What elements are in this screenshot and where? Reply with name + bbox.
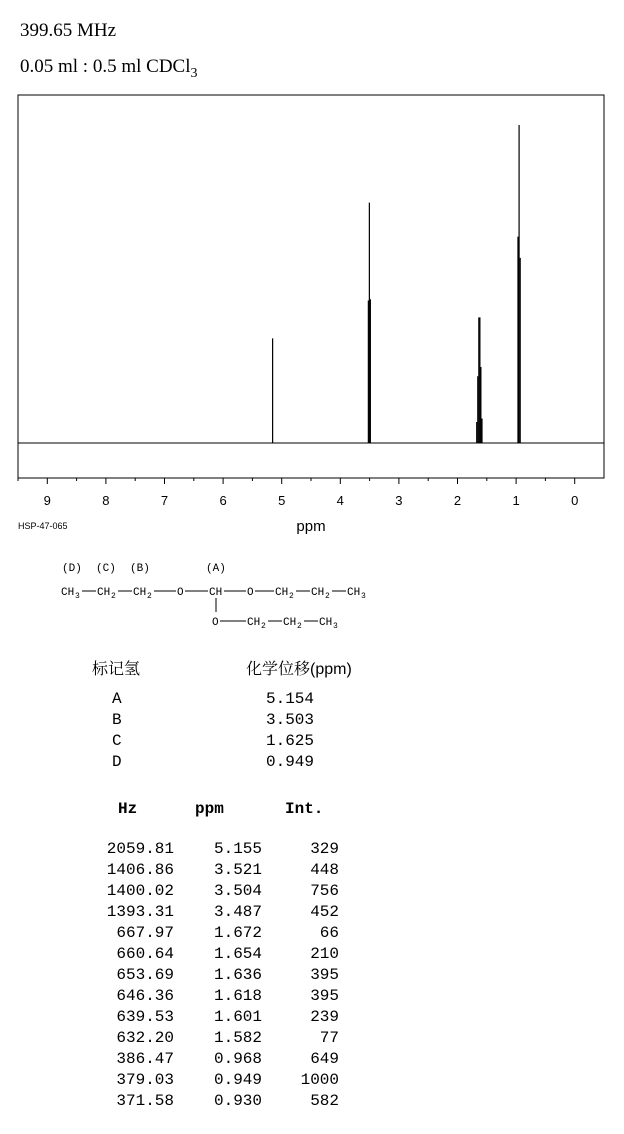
ch2-right-2: CH [311,587,325,599]
x-tick-label: 3 [395,493,403,508]
table-row [0,987,400,1008]
intensity-cell: 1000 [300,1071,339,1089]
assignment-header-shift: 化学位移(ppm) [246,661,352,678]
intensity-cell: 649 [310,1050,339,1068]
ppm-cell: 1.654 [213,945,262,963]
assignment-label: C [112,732,122,750]
hz-cell: 386.47 [116,1050,174,1068]
table-row [0,1050,400,1071]
ch-a: CH [209,587,223,599]
hz-cell: 1400.02 [106,882,174,900]
assignment-label: B [112,711,122,729]
ch2-lower-1-sub: 2 [261,622,266,631]
hz-cell: 660.64 [116,945,174,963]
intensity-cell: 448 [310,861,339,879]
chemical-structure [58,560,388,634]
peak-table-header-ppm: ppm [195,800,224,818]
plot-frame [18,95,604,478]
ch2-b: CH [133,587,147,599]
ppm-cell: 1.601 [213,1008,262,1026]
ch3-right-sub: 3 [361,592,366,601]
ppm-cell: 5.155 [213,840,262,858]
intensity-cell: 395 [310,966,339,984]
assignment-header-label: 标记氢 [92,661,141,678]
intensity-cell: 239 [310,1008,339,1026]
ppm-cell: 0.968 [213,1050,262,1068]
ch3-left: CH [61,587,75,599]
spectrum-peaks [273,125,521,443]
table-row [0,861,400,882]
ppm-cell: 1.672 [213,924,262,942]
table-row [0,1008,400,1029]
hz-cell: 1406.86 [106,861,174,879]
intensity-cell: 210 [310,945,339,963]
x-tick-label: 5 [278,493,286,508]
assignment-label: D [112,753,122,771]
ch2-right-1: CH [275,587,289,599]
ch3-right: CH [347,587,361,599]
label-d: (D) [62,563,82,575]
ppm-cell: 0.949 [213,1071,262,1089]
spectrometer-frequency: 399.65 MHz [20,20,117,41]
hz-cell: 1393.31 [106,903,174,921]
intensity-cell: 395 [310,987,339,1005]
x-tick-label: 4 [336,493,344,508]
ppm-cell: 3.504 [213,882,262,900]
assignment-shift: 0.949 [266,753,315,771]
ch2-right-1-sub: 2 [289,592,294,601]
peak-table-header-int: Int. [285,800,324,818]
ch2-c: CH [97,587,111,599]
assignment-shift: 3.503 [266,711,315,729]
peak-table-header-hz: Hz [118,800,138,818]
assignment-shift: 1.625 [266,732,315,750]
hz-cell: 632.20 [116,1029,174,1047]
nmr-spectrum-chart [0,0,624,545]
hz-cell: 379.03 [116,1071,174,1089]
x-axis-ticks [18,478,578,508]
intensity-cell: 77 [319,1029,339,1047]
ch3-lower: CH [319,617,333,629]
hz-cell: 2059.81 [106,840,174,858]
table-row [0,966,400,987]
x-tick-label: 7 [160,493,169,508]
ch3-lower-sub: 3 [333,622,338,631]
assignment-shift: 5.154 [266,690,315,708]
x-axis-label: ppm [296,518,326,535]
ppm-cell: 1.582 [213,1029,262,1047]
ppm-cell: 3.487 [213,903,262,921]
hz-cell: 639.53 [116,1008,174,1026]
x-tick-label: 0 [571,493,579,508]
solvent-subscript: 3 [190,66,198,81]
intensity-cell: 66 [319,924,339,942]
table-row [0,1092,400,1113]
solvent-text: 0.05 ml : 0.5 ml CDCl [20,56,191,77]
assignment-label: A [112,690,122,708]
table-row [0,1071,400,1092]
ch2-lower-2-sub: 2 [297,622,302,631]
ch3-left-sub: 3 [75,592,80,601]
x-tick-label: 8 [102,493,110,508]
intensity-cell: 582 [310,1092,339,1110]
hz-cell: 646.36 [116,987,174,1005]
intensity-cell: 452 [310,903,339,921]
ppm-cell: 1.636 [213,966,262,984]
ch2-lower-2: CH [283,617,297,629]
oxygen-2: O [247,587,254,599]
x-tick-label: 9 [43,493,51,508]
label-c: (C) [96,563,116,575]
x-tick-label: 6 [219,493,227,508]
oxygen-1: O [177,587,184,599]
ppm-cell: 0.930 [213,1092,262,1110]
hz-cell: 371.58 [116,1092,174,1110]
table-row [0,903,400,924]
table-row [0,924,400,945]
label-b: (B) [130,563,150,575]
hz-cell: 667.97 [116,924,174,942]
ch2-right-2-sub: 2 [325,592,330,601]
ppm-cell: 1.618 [213,987,262,1005]
ch2-lower-1: CH [247,617,261,629]
oxygen-3: O [212,617,219,629]
ch2-c-sub: 2 [111,592,116,601]
table-row [0,1029,400,1050]
ppm-cell: 3.521 [213,861,262,879]
x-tick-label: 1 [512,493,520,508]
intensity-cell: 329 [310,840,339,858]
hz-cell: 653.69 [116,966,174,984]
ch2-b-sub: 2 [147,592,152,601]
table-row [0,882,400,903]
x-tick-label: 2 [453,493,462,508]
table-row [0,945,400,966]
intensity-cell: 756 [310,882,339,900]
table-row [0,840,400,861]
spectrum-code: HSP-47-065 [18,521,68,531]
label-a: (A) [206,563,226,575]
